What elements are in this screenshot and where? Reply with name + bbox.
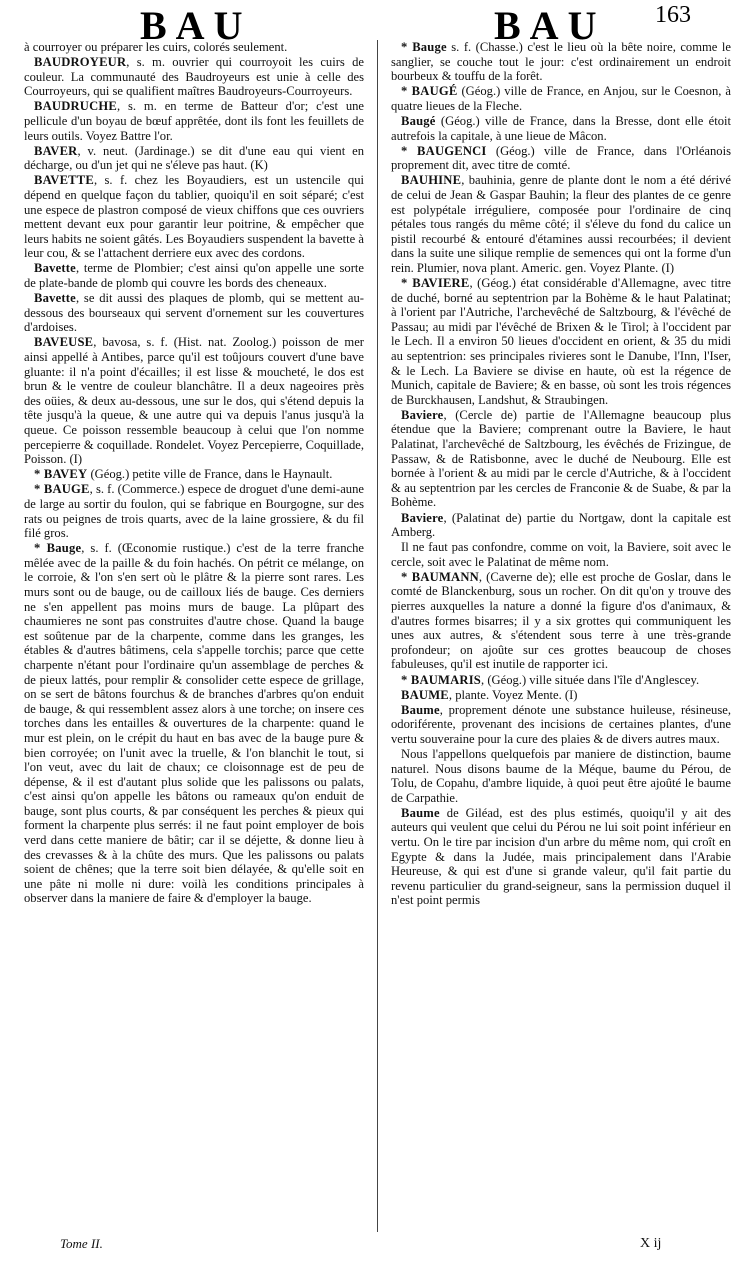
entry-headword: * Bauge <box>401 40 447 54</box>
entry-headword: * BAVEY <box>34 467 88 482</box>
entry-text: , s. m. en terme de Batteur d'or; c'est une pellicule d'un boyau de bœuf apprêtée, dont ils font les feuillets de leurs outils. Voyez Battre l'or. <box>24 99 364 143</box>
entry-text: , (Cercle de) partie de l'Allemagne beaucoup plus étendue que la Baviere; comprenant outre la Baviere, le haut Palatinat, l'archevêché de Saltzbourg, les évêchés de Frizingue, de Passaw, & de Ratisbonne, avec le duché de Neubourg. Elle est bornée à l'orient & au midi par le cercle d'Autriche, & à l'occident & au septentrion par les cercles de Franconie & de Suabe, & par la Bohème. <box>391 407 731 510</box>
entry-paragraph <box>24 173 364 261</box>
entry-text: (Géog.) ville de France, dans l'Orléanois proprement dit, avec titre de comté. <box>391 143 731 173</box>
entry-text: , proprement dénote une substance huileuse, résineuse, odoriférente, provenant des incisions de certaines plantes, d'une vertu souveraine pour la cure des plaies & de divers autres maux. <box>391 702 731 746</box>
entry-headword: * BAVIERE <box>401 276 470 290</box>
entry-headword: Baviere <box>401 510 444 525</box>
column-divider <box>377 40 378 1232</box>
entry-paragraph <box>24 40 364 55</box>
signature-mark: X ij <box>640 1236 662 1251</box>
entry-paragraph <box>391 276 731 407</box>
entry-text: à courroyer ou préparer les cuirs, colorés seulement. <box>24 40 288 54</box>
volume-label: Tome II. <box>60 1236 103 1251</box>
entry-paragraph <box>24 261 364 290</box>
entry-paragraph <box>391 114 731 143</box>
entry-text: , bauhinia, genre de plante dont le nom a été dérivé de celui de Jean & Gaspar Bauhin; la fleur des plantes de ce genre est polypétale irréguliere, composée pour l'ordinaire de cinq pétales tous rangés du même côté; il s'éleve du fond du calice un pistil recourbé & entouré d'étamines aussi recourbées; il devient dans la suite une silique remplie de semences qui ont la forme d'un rein. Plumier, nova plant. Americ. gen. Voyez Plante. (I) <box>391 173 731 275</box>
entry-paragraph <box>391 40 731 84</box>
entry-text: , plante. Voyez Mente. (I) <box>448 687 578 702</box>
entry-text: , s. f. (Œconomie rustique.) c'est de la terre franche mêlée avec de la paille & du foin hachés. On pétrit ce mélange, on le corroie, & l'on s'en sert où le plâtre & la pierre sont rares. Les murs sont ou de bauge, ou de cailloux liés de bauge. Ces derniers ne s'en appellent pas moins murs de bauge. La plûpart des chaumieres ne sont pas construites d'autre chose. Quand la bauge est soûtenue par de la charpente, comme dans les granges, les étables & d'autres bâtimens, cela s'appelle torchis; parce que cette charpente n'étant pour l'ordinaire qu'un assemblage de perches & de pieux lattés, pour remplir & consolider cette espece de grillage, on se sert de bâtons fourchus & de branches d'arbres qu'on enduit de bauge, & qui ressemblent assez alors à une torche; on insere ces torches dans les entailles & ouvertures de la charpente: quand le mur est plein, on le crépit du haut en bas avec de la bauge pure & bien corroyée; on l'unit avec la truelle, & l'on blanchit le tout, si l'on veut, avec du lait de chaux; ce cloisonnage est de peu de dépense, & il est d'autant plus solide que les palissons ou palats, c'est ainsi qu'on appelle les bâtons ou rameaux qu'on enduit de bauge, sont plus courts, & par conséquent les perches & pieux qui forment la charpente plus serrés: il ne faut point employer de bois verd dans cette maniere de bâtir; car il se déjette, & donne lieu à des crevasses & à la chûte des murs. Que les palissons ou palats soient de chênes; que la terre soit bien délayée, & qu'elle soit en une pâte ni molle ni dure: voilà les conditions principales à observer dans la maniere de faire & d'employer la bauge. <box>24 541 364 906</box>
entry-headword: BAUHINE <box>401 173 462 188</box>
entry-paragraph <box>391 408 731 510</box>
entry-paragraph <box>391 806 731 908</box>
running-head-left: BAU <box>140 3 252 48</box>
entry-headword: * BAUGÉ <box>401 84 458 99</box>
entry-text: (Géog.) petite ville de France, dans le Haynault. <box>87 467 333 482</box>
page-number: 163 <box>655 2 691 28</box>
entry-text: , (Géog.) ville située dans l'île d'Anglescey. <box>481 672 700 687</box>
entry-headword: * Bauge <box>34 541 82 556</box>
entry-headword: BAVETTE <box>34 173 94 188</box>
entry-headword: BAUDROYEUR <box>34 55 127 70</box>
entry-paragraph <box>391 511 731 540</box>
entry-headword: * BAUGENCI <box>401 143 487 158</box>
entry-text: de Giléad, est des plus estimés, quoiqu'il y ait des auteurs qui veulent que celui du Pérou ne lui soit point inférieur en vertu. On le tire par incision d'un arbre du même nom, qui croît en Egypte & dans la Judée, mais principalement dans l'Arabie Heureuse, & qui est d'une si grande valeur, qu'il fait partie du revenu particulier du grand-seigneur, sans la permission duquel il n'est point permis <box>391 805 731 908</box>
entry-text: (Géog.) ville de France, en Anjou, sur le Coesnon, à quatre lieues de la Fleche. <box>391 84 731 113</box>
entry-text: , se dit aussi des plaques de plomb, qui se mettent au-dessous des bourseaux qui servent d'ornement sur les couvertures d'ardoises. <box>24 291 364 335</box>
entry-headword: Baviere <box>401 407 444 422</box>
entry-headword: * BAUMARIS <box>401 672 482 687</box>
entry-text: , terme de Plombier; c'est ainsi qu'on appelle une sorte de plate-bande de plomb qui couvre les bords des cheneaux. <box>24 261 364 290</box>
right-column <box>391 40 731 909</box>
entry-text: , s. f. chez les Boyaudiers, est un ustencile qui dépend en quelque façon du tablier, quoiqu'il en soit séparé; c'est une espece de plastron composé de vieux chiffons que ces ouvriers mettent devant eux pour garantir leur poitrine, & empêcher que leurs habits ne soient gâtés. Les Boyaudiers suspendent la bavette à leur cou, & se l'attachent derriere eux avec des cordons. <box>24 173 364 261</box>
entry-headword: BAUME <box>401 687 449 702</box>
entry-text: Nous l'appellons quelquefois par maniere de distinction, baume naturel. Nous disons baume de la Méque, baume du Pérou, de Tolu, de Copahu, d'ambre liquide, à quoi peut être ajoûté le baume de Carpathie. <box>391 747 731 805</box>
entry-paragraph <box>391 747 731 805</box>
entry-text: , (Caverne de); elle est proche de Goslar, dans le comté de Blanckenburg, sous un rocher. On dit qu'on y trouve des pierres auxquelles la nature a donné la figure d'os d'animaux, & d'autres formes bisarres; il y a six grottes qui communiquent les unes aux autres, & s'étendent sous terre à une très-grande profondeur; on ajoûte sur ces grottes beaucoup de choses fabuleuses, qu'il est inutile de rapporter ici. <box>391 569 731 672</box>
entry-paragraph <box>391 540 731 569</box>
left-column <box>24 40 364 907</box>
entry-paragraph <box>24 55 364 99</box>
entry-headword: Bavette <box>34 261 76 276</box>
entry-headword: BAVER <box>34 143 78 158</box>
entry-headword: * BAUGE <box>34 482 90 497</box>
entry-paragraph <box>24 99 364 143</box>
entry-text: (Géog.) ville de France, dans la Bresse, dont elle étoit autrefois la capitale, à une lieue de Mâcon. <box>391 113 731 143</box>
entry-paragraph <box>24 482 364 540</box>
entry-paragraph <box>391 84 731 113</box>
entry-headword: Baugé <box>401 113 436 128</box>
entry-text: , (Géog.) état considérable d'Allemagne, avec titre de duché, borné au septentrion par la Bohème & le haut Palatinat; à l'orient par l'Autriche, l'archevêché de Saltzbourg, & l'évêché de Passau; au midi par l'évêché de Brixen & le Tirol; à l'occident par le Lech. Il a environ 50 lieues d'occident en orient, & 35 du midi au septentrion: ses principales rivieres sont le Danube, l'Inn, l'Iser, & le Lech. La Baviere se divise en haute, où est la régence de Munich, capitale de Baviere; & en basse, où sont les trois régences de Burckhausen, Landshut, & Straubingen. <box>391 276 731 407</box>
entry-headword: Baume <box>401 702 440 717</box>
entry-paragraph <box>24 144 364 173</box>
entry-paragraph <box>24 541 364 906</box>
entry-text: , s. m. ouvrier qui courroyoit les cuirs de couleur. La communauté des Baudroyeurs est unie à celle des Courroyeurs, qui se qualifient maîtres Baudroyeurs-Courroyeurs. <box>24 55 364 99</box>
entry-text: , bavosa, s. f. (Hist. nat. Zoolog.) poisson de mer ainsi appellé à Antibes, parce qu'il est toûjours couvert d'une bave gluante: il n'a point d'écailles; il est lisse & moucheté, le dos est brun & le ventre de couleur blanchâtre. Il a deux nageoires près des oüies, & deux au-dessous, une sur le dos, qui s'étend depuis la tête jusqu'à la queue, & une autre qui va depuis l'anus jusqu'à la queue. Ce poisson ressemble beaucoup à celui que l'on nomme percepierre & coquillade. Rondelet. Voyez Percepierre, Coquillade, Poisson. (I) <box>24 335 364 467</box>
entry-text: , v. neut. (Jardinage.) se dit d'une eau qui vient en décharge, ou d'un jet qui ne s'éleve pas haut. (K) <box>24 143 364 173</box>
entry-paragraph <box>391 144 731 173</box>
entry-headword: BAVEUSE <box>34 335 94 350</box>
entry-headword: * BAUMANN <box>401 569 479 584</box>
entry-paragraph <box>391 703 731 747</box>
running-head-right: BAU <box>494 3 606 48</box>
entry-text: , s. f. (Commerce.) espece de droguet d'une demi-aune de large au sortir du foulon, qui se fabrique en Bourgogne, sur des rats ou peignes de trois quarts, avec de la laine grossiere, & du fil filé gros. <box>24 482 364 541</box>
entry-paragraph <box>391 673 731 688</box>
entry-headword: Baume <box>401 805 440 820</box>
entry-text: s. f. (Chasse.) c'est le lieu où la bête noire, comme le sanglier, se couche tout le jour: c'est ordinairement un endroit bourbeux & touffu de la forêt. <box>391 40 731 84</box>
entry-paragraph <box>24 291 364 335</box>
entry-paragraph <box>391 688 731 703</box>
entry-paragraph <box>391 570 731 672</box>
entry-text: , (Palatinat de) partie du Nortgaw, dont la capitale est Amberg. <box>391 510 731 540</box>
entry-paragraph <box>24 467 364 482</box>
entry-headword: Bavette <box>34 291 76 306</box>
entry-paragraph <box>391 173 731 275</box>
entry-headword: BAUDRUCHE <box>34 99 117 114</box>
entry-paragraph <box>24 335 364 466</box>
entry-text: Il ne faut pas confondre, comme on voit, la Baviere, soit avec le cercle, soit avec le Palatinat de même nom. <box>391 540 731 569</box>
